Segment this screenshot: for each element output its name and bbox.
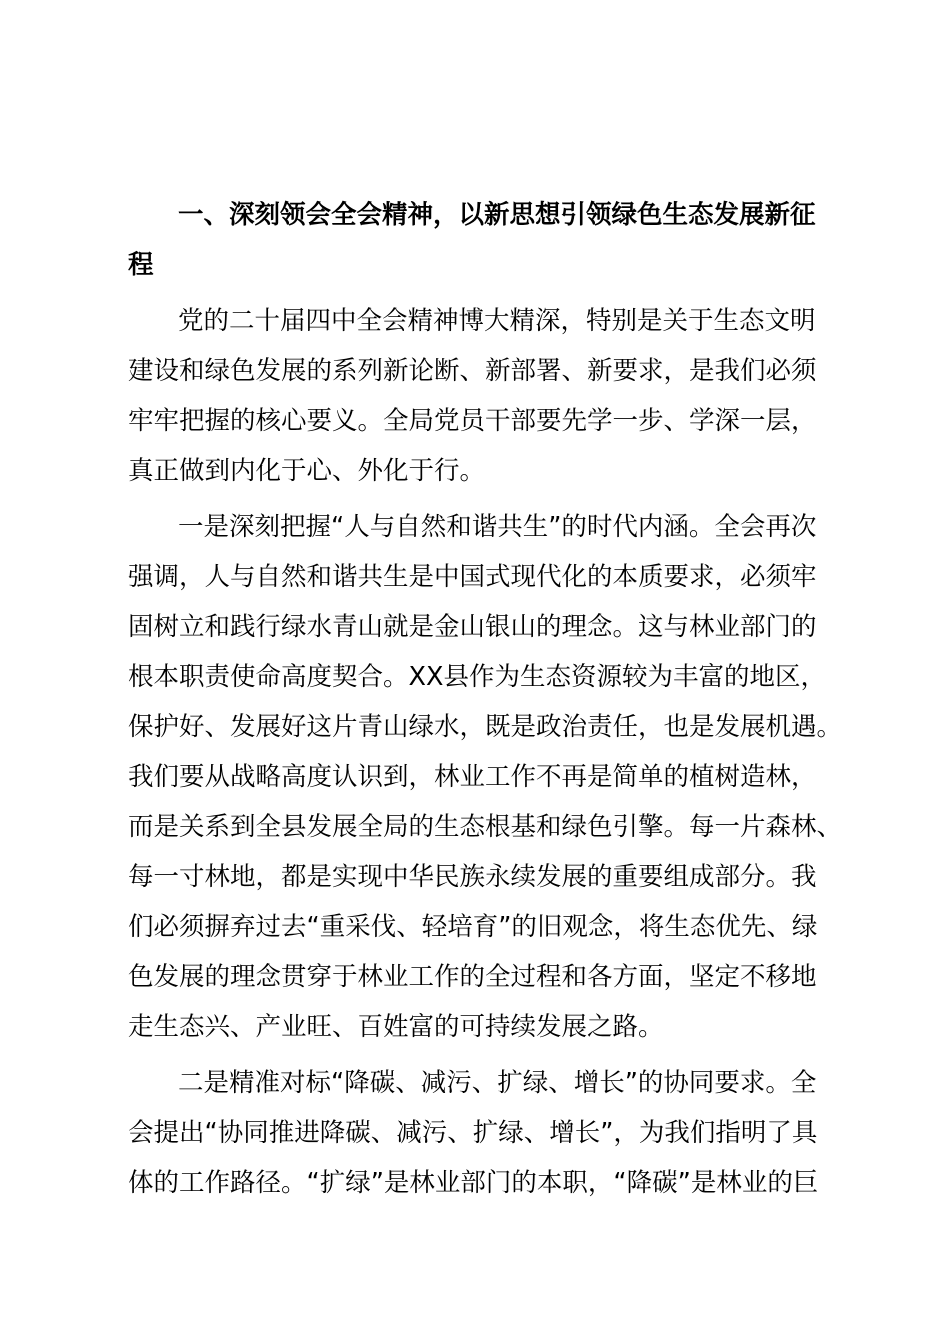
paragraph-point-two	[128, 1058, 848, 1208]
paragraph-line: 根本职责使命高度契合。XX县作为生态资源较为丰富的地区，	[128, 662, 826, 692]
paragraph-line: 每一寸林地，都是实现中华民族永续发展的重要组成部分。我	[128, 862, 817, 892]
document-body	[128, 190, 848, 1208]
paragraph-line: 真正做到内化于心、外化于行。	[128, 456, 486, 486]
paragraph-line: 强调，人与自然和谐共生是中国式现代化的本质要求，必须牢	[128, 562, 817, 592]
paragraph-intro	[128, 296, 848, 496]
paragraph-line: 牢牢把握的核心要义。全局党员干部要先学一步、学深一层，	[128, 406, 817, 436]
paragraph-line: 走生态兴、产业旺、百姓富的可持续发展之路。	[128, 1012, 664, 1042]
heading-line: 一、深刻领会全会精神，以新思想引领绿色生态发展新征	[178, 200, 816, 230]
heading-line: 程	[128, 250, 154, 280]
paragraph-point-one	[128, 502, 848, 1052]
paragraph-line: 保护好、发展好这片青山绿水，既是政治责任，也是发展机遇。	[128, 712, 843, 742]
paragraph-line: 们必须摒弃过去“重采伐、轻培育”的旧观念，将生态优先、绿	[128, 912, 818, 942]
paragraph-line: 党的二十届四中全会精神博大精深，特别是关于生态文明	[178, 306, 816, 336]
paragraph-line: 色发展的理念贯穿于林业工作的全过程和各方面，坚定不移地	[128, 962, 817, 992]
paragraph-line: 固树立和践行绿水青山就是金山银山的理念。这与林业部门的	[128, 612, 817, 642]
paragraph-line: 二是精准对标“降碳、减污、扩绿、增长”的协同要求。全	[178, 1068, 817, 1098]
paragraph-line: 我们要从战略高度认识到，林业工作不再是简单的植树造林，	[128, 762, 817, 792]
paragraph-line: 而是关系到全县发展全局的生态根基和绿色引擎。每一片森林、	[128, 812, 843, 842]
paragraph-line: 建设和绿色发展的系列新论断、新部署、新要求，是我们必须	[128, 356, 817, 386]
paragraph-line: 体的工作路径。“扩绿”是林业部门的本职，“降碳”是林业的巨	[128, 1168, 819, 1198]
section-heading	[128, 190, 848, 290]
paragraph-line: 一是深刻把握“人与自然和谐共生”的时代内涵。全会再次	[178, 512, 817, 542]
paragraph-line: 会提出“协同推进降碳、减污、扩绿、增长”，为我们指明了具	[128, 1118, 818, 1148]
